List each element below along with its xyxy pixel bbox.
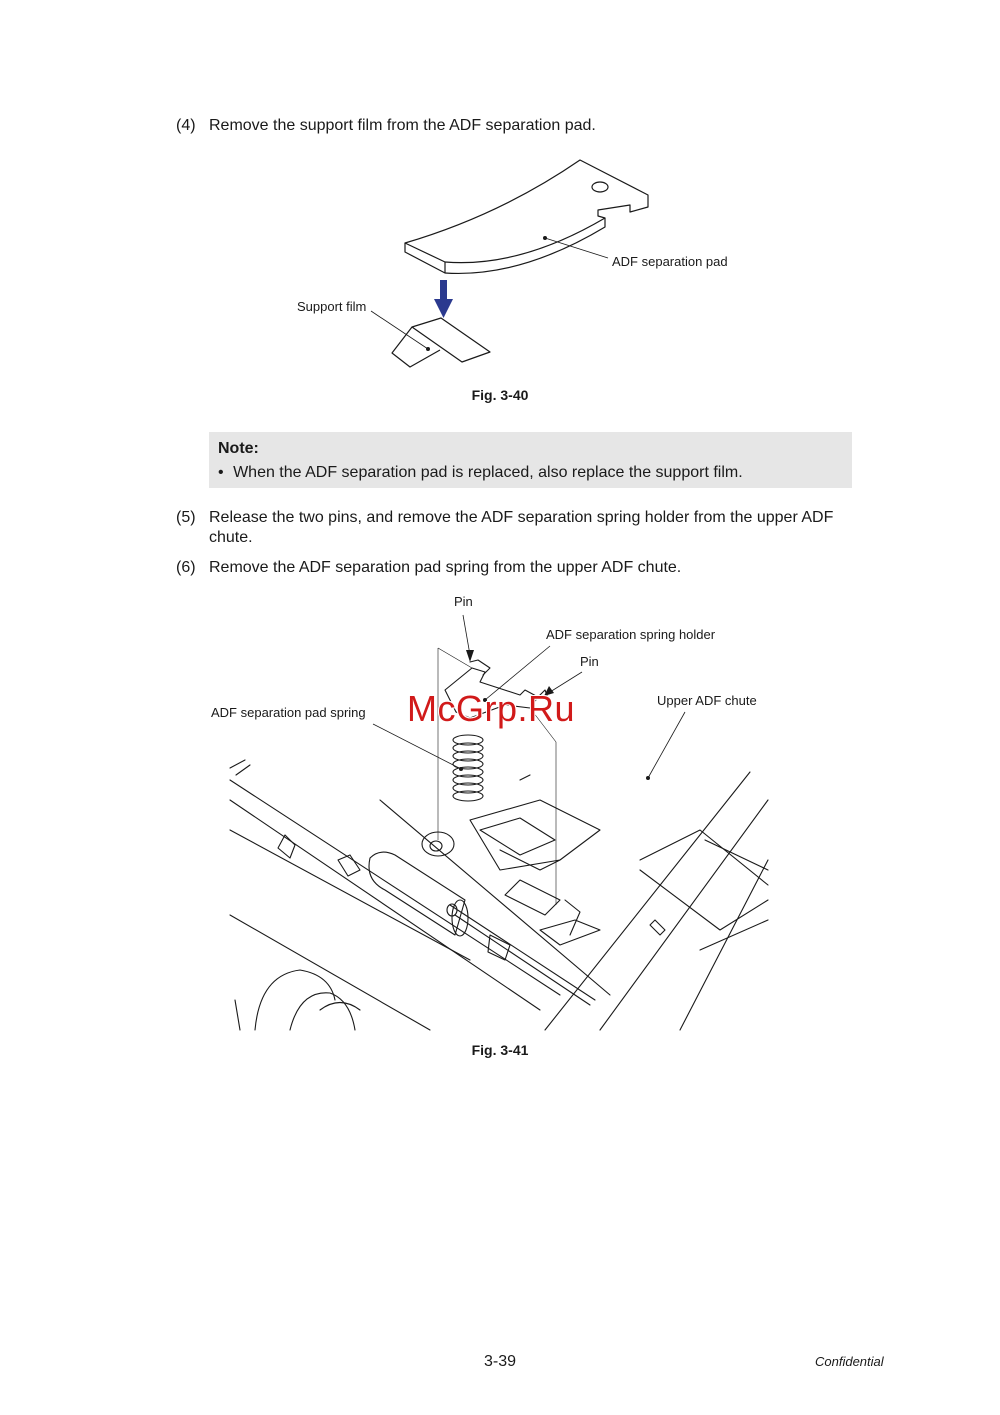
spring-coils [453, 735, 483, 801]
step-text: Remove the ADF separation pad spring from the upper ADF chute. [209, 559, 682, 576]
label-pin-right: Pin [580, 654, 599, 669]
step-text: Remove the support film from the ADF separation pad. [209, 117, 596, 134]
figure-caption: Fig. 3-41 [471, 1042, 529, 1058]
step-6 [176, 558, 876, 578]
confidential-label: Confidential [815, 1354, 884, 1369]
watermark: McGrp.Ru [407, 688, 576, 729]
note-text: When the ADF separation pad is replaced, also replace the support film. [233, 464, 743, 481]
step-number: (4) [176, 117, 196, 134]
label-pad-spring: ADF separation pad spring [211, 705, 366, 720]
step-5 [176, 508, 896, 548]
label-upper-adf-chute: Upper ADF chute [657, 693, 757, 708]
label-adf-separation-pad: ADF separation pad [612, 254, 728, 269]
bullet: • [218, 464, 224, 481]
note-box [209, 432, 852, 488]
figure-caption: Fig. 3-40 [471, 387, 529, 403]
separation-pad-shape [405, 160, 648, 263]
label-support-film: Support film [297, 299, 367, 314]
note-item [218, 464, 743, 482]
label-spring-holder: ADF separation spring holder [546, 627, 716, 642]
step-text-line2: chute. [209, 529, 253, 546]
figure-3-40 [0, 150, 1000, 390]
step-number: (6) [176, 559, 196, 576]
label-pin-top: Pin [454, 594, 473, 609]
support-film-shape [412, 318, 490, 362]
down-arrow-icon [434, 280, 453, 318]
note-title: Note: [218, 440, 259, 457]
page-number: 3-39 [483, 1353, 517, 1370]
step-4 [176, 116, 876, 136]
figure-3-41 [0, 590, 1000, 1035]
step-number: (5) [176, 509, 196, 526]
step-text-line1: Release the two pins, and remove the ADF separation spring holder from the upper ADF [209, 509, 834, 526]
